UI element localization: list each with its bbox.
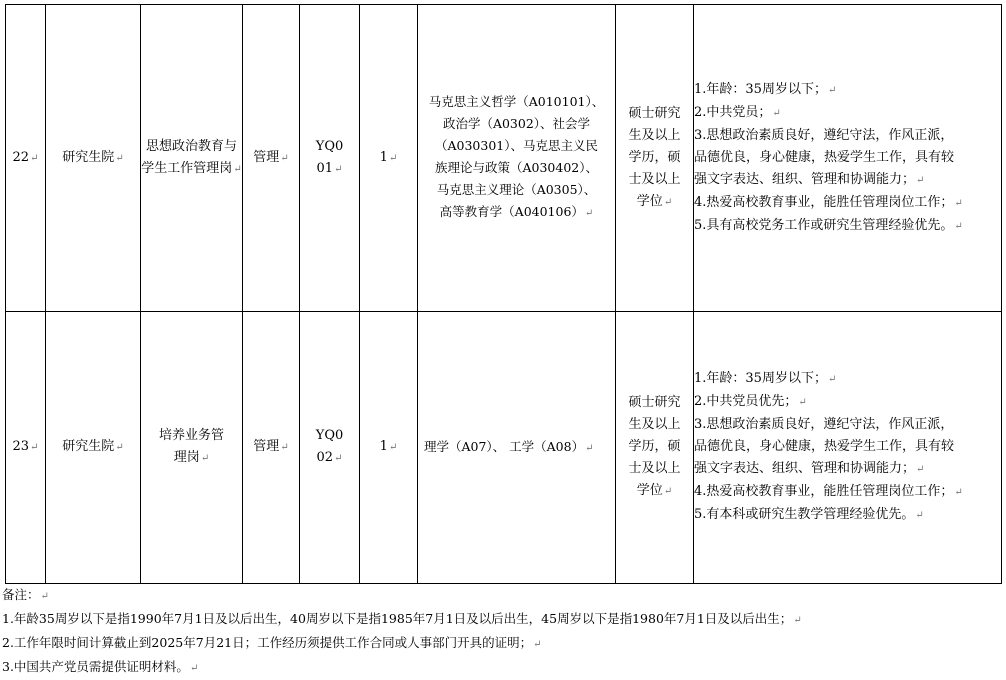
requirement-line: 2.中共党员优先；↵ (694, 394, 807, 409)
requirement-line: 1.年龄：35周岁以下；↵ (694, 371, 837, 386)
requirements-cell (694, 5, 1002, 312)
major-line: 高等教育学（A040106）↵ (439, 204, 594, 219)
category-cell: 管理↵ (243, 5, 300, 312)
note-item: 3.中国共产党员需提供证明材料。↵ (2, 659, 199, 674)
major-line: 马克思主义理论（A0305）、 (436, 182, 597, 197)
requirement-line: 品德优良，身心健康，热爱学生工作，具有较 (694, 149, 955, 165)
position-code-cell: YQ002↵ (300, 312, 360, 584)
requirements-cell (694, 312, 1002, 584)
major-line: 理学（A07）、 工学（A08）↵ (424, 438, 594, 454)
requirement-line: 5.有本科或研究生教学管理经验优先。↵ (694, 507, 924, 522)
education-line: 硕士研究 (628, 395, 681, 410)
major-cell (418, 5, 616, 312)
education-cell (616, 312, 694, 584)
requirement-line: 强文字表达、组织、管理和协调能力；↵ (694, 461, 925, 476)
education-line: 学位↵ (636, 483, 673, 498)
requirement-line: 4.热爱高校教育事业，能胜任管理岗位工作；↵ (694, 194, 963, 210)
notes-heading: 备注：↵ (2, 587, 49, 602)
requirement-line: 1.年龄：35周岁以下；↵ (694, 81, 837, 97)
education-line: 士及以上 (628, 461, 681, 476)
headcount-cell: 1↵ (360, 5, 418, 312)
major-line: 政治学（A0302）、社会学 (442, 116, 591, 131)
table-row (6, 312, 1002, 584)
major-line: （A030301）、马克思主义民 (435, 138, 598, 153)
category-cell: 管理↵ (243, 312, 300, 584)
requirement-line: 品德优良，身心健康，热爱学生工作，具有较 (694, 439, 955, 454)
major-line: 族理论与政策（A030402）、 (435, 160, 598, 175)
note-item: 1.年龄35周岁以下是指1990年7月1日及以后出生，40周岁以下是指1985年7月1日及以后出生，45周岁以下是指1980年7月1日及以后出生；↵ (2, 611, 802, 626)
requirement-line: 2.中共党员；↵ (694, 104, 781, 120)
headcount-cell: 1↵ (360, 312, 418, 584)
requirement-line: 3.思想政治素质良好，遵纪守法，作风正派， (694, 127, 954, 143)
education-line: 士及以上 (628, 171, 681, 187)
education-line: 学历，硕 (628, 439, 681, 454)
department-cell: 研究生院↵ (46, 312, 141, 584)
requirement-line: 强文字表达、组织、管理和协调能力；↵ (694, 171, 925, 187)
recruitment-table (5, 4, 1002, 584)
position-code-cell: YQ001↵ (300, 5, 360, 312)
table-row (6, 5, 1002, 312)
requirement-line: 5.具有高校党务工作或研究生管理经验优先。↵ (694, 217, 963, 233)
requirement-line: 3.思想政治素质良好，遵纪守法，作风正派， (694, 417, 954, 432)
major-cell (418, 312, 616, 584)
position-name-cell: 思想政治教育与学生工作管理岗↵ (141, 5, 243, 312)
education-line: 生及以上 (628, 127, 681, 143)
row-number-cell: 23↵ (6, 312, 46, 584)
position-name-cell: 培养业务管理岗↵ (141, 312, 243, 584)
education-line: 硕士研究 (628, 105, 681, 121)
major-line: 马克思主义哲学（A010101）、 (428, 94, 605, 109)
requirement-line: 4.热爱高校教育事业，能胜任管理岗位工作；↵ (694, 484, 963, 499)
department-cell: 研究生院↵ (46, 5, 141, 312)
row-number-cell: 22↵ (6, 5, 46, 312)
notes-section (2, 584, 1002, 680)
education-line: 学位↵ (636, 193, 673, 209)
education-line: 生及以上 (628, 417, 681, 432)
note-item: 2.工作年限时间计算截止到2025年7月21日；工作经历须提供工作合同或人事部门开具的证明；↵ (2, 635, 542, 650)
education-cell (616, 5, 694, 312)
education-line: 学历，硕 (628, 149, 681, 165)
